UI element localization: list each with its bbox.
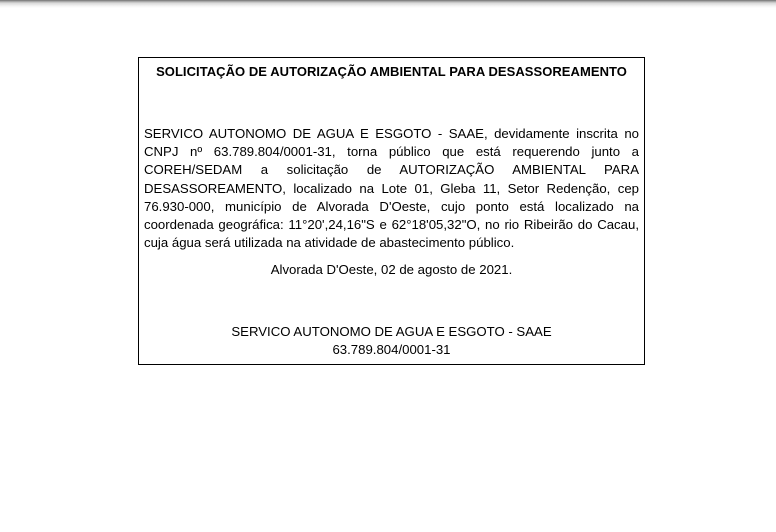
signature-entity: SERVICO AUTONOMO DE AGUA E ESGOTO - SAAE <box>231 324 552 339</box>
top-edge-shadow <box>0 0 776 8</box>
signature-block <box>139 323 644 359</box>
notice-body: SERVICO AUTONOMO DE AGUA E ESGOTO - SAAE, devidamente inscrita no CNPJ nº 63.789.804/0001-31, torna público que está requerendo junto a COREH/SEDAM a solicitação de AUTORIZAÇÃO AMBIENTAL PARA DESASSOREAMENTO, localizado na Lote 01, Gleba 11, Setor Redenção, cep 76.930-000, município de Alvorada D'Oeste, cujo ponto está localizado na coordenada geográfica: 11°20',24,16"S e 62°18'05,32"O, no rio Ribeirão do Cacau, cuja água será utilizada na atividade de abastecimento público. <box>144 126 639 251</box>
notice-box <box>138 57 645 365</box>
notice-title: SOLICITAÇÃO DE AUTORIZAÇÃO AMBIENTAL PARA DESASSOREAMENTO <box>156 64 627 79</box>
notice-date: Alvorada D'Oeste, 02 de agosto de 2021. <box>270 262 513 277</box>
signature-cnpj: 63.789.804/0001-31 <box>332 342 451 357</box>
